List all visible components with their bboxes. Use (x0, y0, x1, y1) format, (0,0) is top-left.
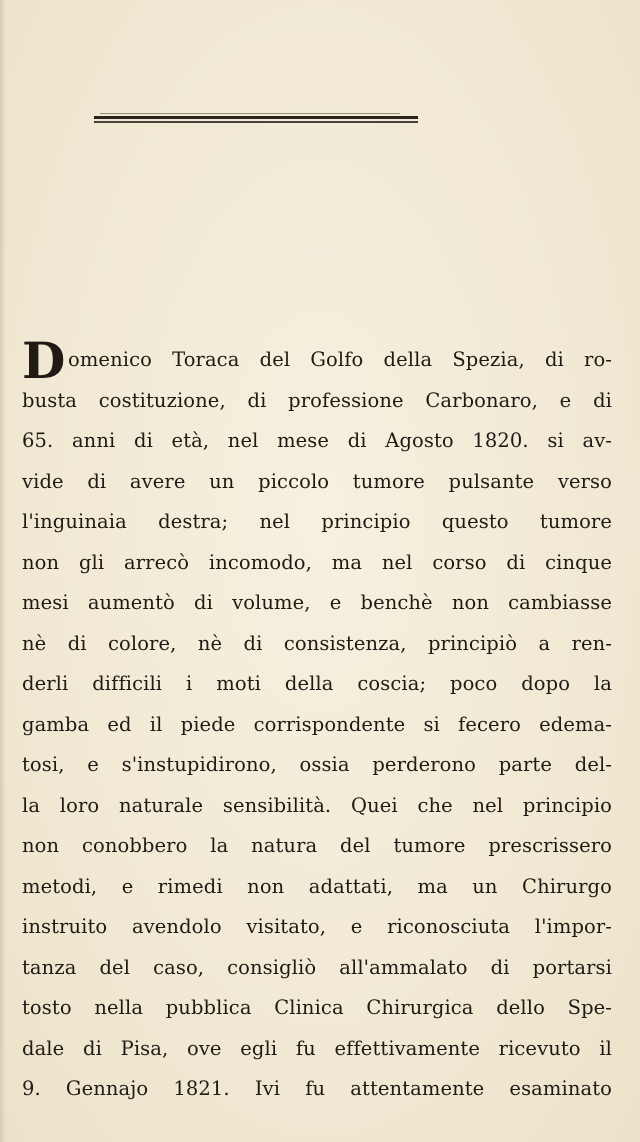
ornament-thick-rule (94, 116, 418, 119)
header-ornament-rule (94, 113, 418, 127)
text-line: gamba ed il piede corrispondente si fecero edema- (22, 712, 612, 736)
text-line: metodi, e rimedi non adattati, ma un Chirurgo (22, 874, 612, 898)
text-line: mesi aumentò di volume, e benchè non cambiasse (22, 591, 612, 614)
first-line-text: omenico Toraca del Golfo della Spezia, di ro- (68, 348, 612, 371)
text-line: 65. anni di età, nel mese di Agosto 1820. si av- (22, 429, 612, 452)
ornament-thin-rule (100, 113, 400, 114)
text-line: tosto nella pubblica Clinica Chirurgica dello Spe- (22, 996, 612, 1019)
text-line: derli difficili i moti della coscia; poco dopo la (22, 672, 612, 695)
page-edge-shadow (0, 0, 6, 1142)
text-line: vide di avere un piccolo tumore pulsante verso (22, 469, 612, 493)
text-line: 9. Gennajo 1821. Ivi fu attentamente esaminato (22, 1077, 612, 1100)
ornament-second-rule (94, 121, 418, 123)
text-line: non gli arrecò incomodo, ma nel corso di cinque (22, 550, 612, 574)
text-line: dale di Pisa, ove egli fu effettivamente ricevuto il (22, 1036, 612, 1060)
text-line: la loro naturale sensibilità. Quei che nel principio (22, 793, 612, 817)
text-line: instruito avendolo visitato, e riconosciuta l'impor- (22, 915, 612, 938)
text-line: busta costituzione, di professione Carbonaro, e di (22, 388, 612, 412)
text-line: tanza del caso, consigliò all'ammalato di portarsi (22, 955, 612, 979)
text-line: non conobbero la natura del tumore prescrissero (22, 834, 612, 857)
text-line: l'inguinaia destra; nel principio questo tumore (22, 510, 612, 533)
body-text (22, 331, 612, 1110)
drop-cap: D (22, 331, 66, 390)
text-line: tosi, e s'instupidirono, ossia perderono parte del- (22, 753, 612, 776)
text-line: nè di colore, nè di consistenza, principiò a ren- (22, 631, 612, 655)
text-line (22, 331, 612, 390)
